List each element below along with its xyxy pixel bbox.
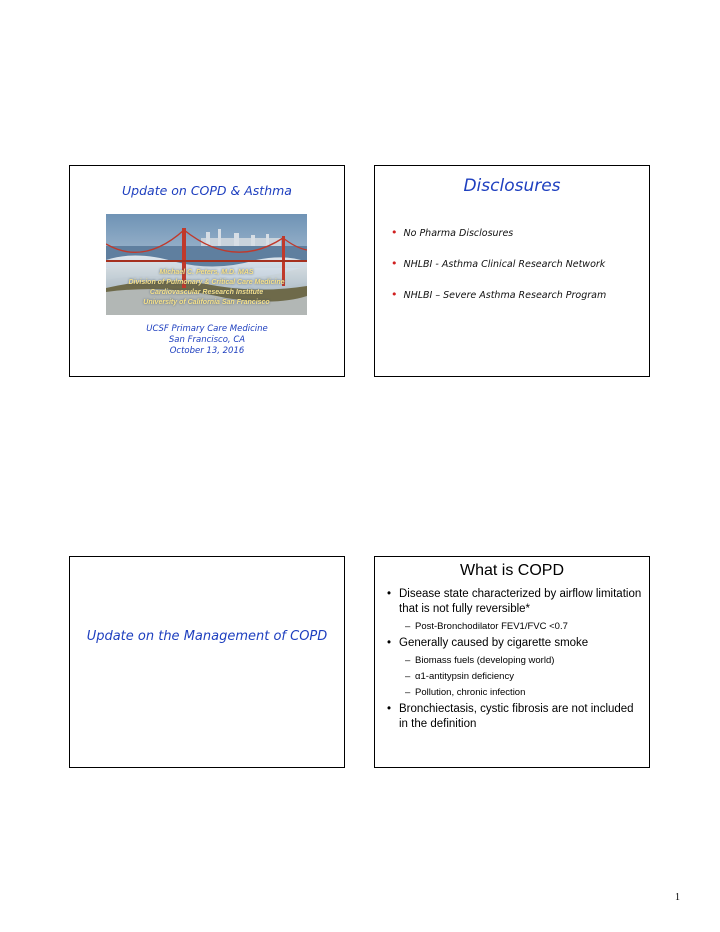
slide-1: [69, 165, 345, 377]
sub-bullet-item: – Pollution, chronic infection: [385, 686, 643, 699]
disclosure-item: [391, 226, 513, 239]
sub-bullet-item: – α1-antitypsin deficiency: [385, 670, 643, 683]
disclosure-text: No Pharma Disclosures: [403, 228, 514, 239]
bullet-item: • Generally caused by cigarette smoke: [385, 636, 643, 651]
photo-credit-university: University of California San Francisco: [143, 299, 270, 306]
venue-line: UCSF Primary Care Medicine: [146, 324, 268, 334]
bullet-icon: •: [391, 257, 398, 270]
venue-line: October 13, 2016: [169, 346, 245, 356]
photo-credit-institute: Cardiovascular Research Institute: [149, 289, 264, 296]
slide-3: [69, 556, 345, 768]
slide-4-title: What is COPD: [459, 562, 564, 579]
slide-1-venue: [70, 324, 344, 357]
bullet-icon: •: [391, 226, 398, 239]
photo-credit-division: Division of Pulmonary & Critical Care Medicine: [128, 279, 285, 286]
sub-bullet-item: – Biomass fuels (developing world): [385, 654, 643, 667]
disclosure-item: [391, 288, 606, 301]
slide-1-title: Update on COPD & Asthma: [122, 183, 292, 198]
page-number: 1: [675, 892, 680, 903]
slide-2: [374, 165, 650, 377]
bullet-item: • Bronchiectasis, cystic fibrosis are not included in the definition: [385, 702, 643, 732]
disclosure-item: [391, 257, 605, 270]
disclosure-text: NHLBI – Severe Asthma Research Program: [403, 290, 607, 301]
disclosure-text: NHLBI - Asthma Clinical Research Network: [403, 259, 606, 270]
slide-4: [374, 556, 650, 768]
copd-bullet-list: [385, 587, 643, 735]
slide-3-title: Update on the Management of COPD: [86, 629, 328, 644]
photo-credit-name: Michael C. Peters, M.D. MAS: [159, 269, 254, 276]
venue-line: San Francisco, CA: [168, 335, 246, 345]
golden-gate-photo: [106, 214, 307, 315]
slide-2-title: Disclosures: [463, 176, 561, 196]
sub-bullet-item: – Post-Bronchodilator FEV1/FVC <0.7: [385, 620, 643, 633]
bullet-icon: •: [391, 288, 398, 301]
bullet-item: • Disease state characterized by airflow limitation that is not fully reversible*: [385, 587, 643, 617]
